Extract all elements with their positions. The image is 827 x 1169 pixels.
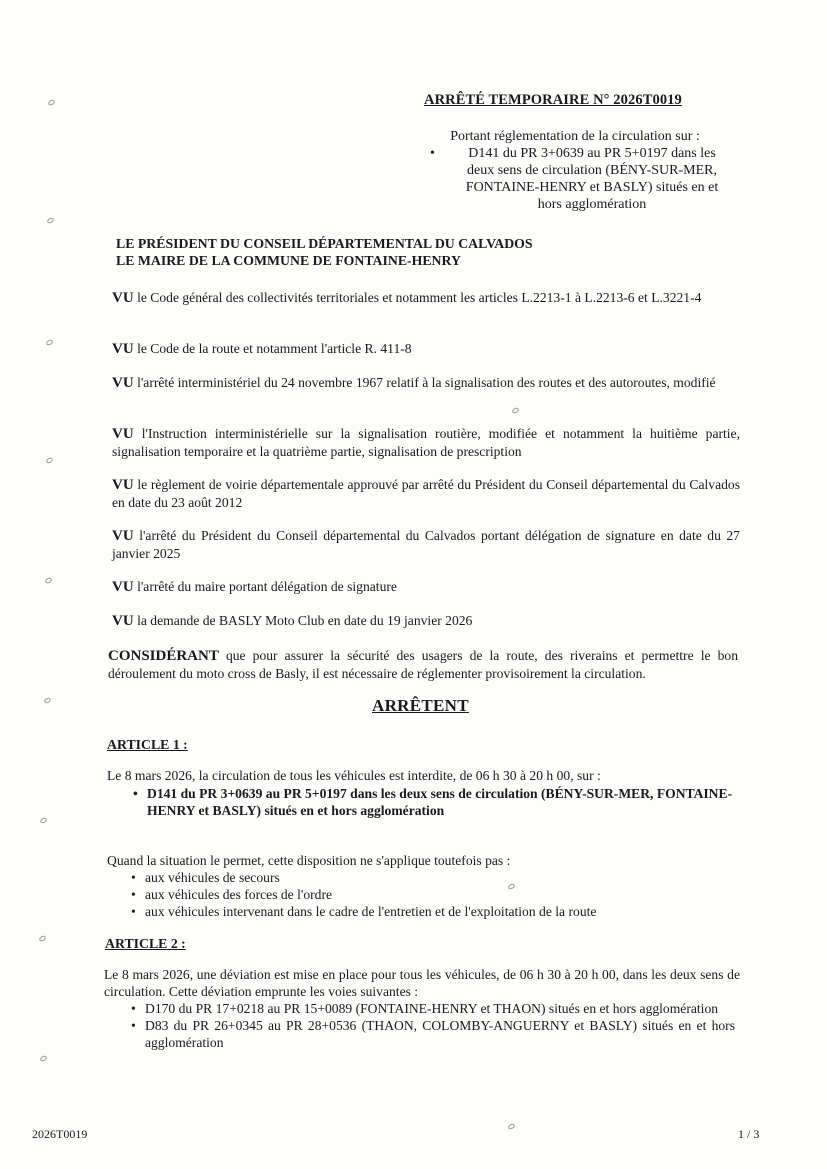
scan-speck [45,339,54,347]
article-1-exceptions [131,869,741,920]
vu-item [112,340,740,358]
vu-item [112,476,740,511]
scan-speck [38,935,47,943]
vu-item [112,425,740,460]
article-1-road-list [133,785,739,819]
deviation-route: • D170 du PR 17+0218 au PR 15+0089 (FONTAINE-HENRY et THAON) situés en et hors agglomération [131,1000,735,1017]
scan-speck [47,99,56,107]
vu-text: la demande de BASLY Moto Club en date du 19 janvier 2026 [137,613,473,628]
footer-reference: 2026T0019 [32,1127,88,1141]
article-1-exception-intro: Quand la situation le permet, cette disposition ne s'applique toutefois pas : [107,853,511,868]
scan-speck [511,407,520,415]
exception-item: • aux véhicules des forces de l'ordre [131,886,741,903]
scan-speck [39,1055,48,1063]
scan-speck [39,817,48,825]
article-2-routes [131,1000,735,1051]
vu-keyword: VU [112,528,134,544]
vu-item [112,527,740,562]
vu-keyword: VU [112,375,134,391]
subtitle-intro: Portant réglementation de la circulation sur : [450,129,700,144]
authority-mayor: LE MAIRE DE LA COMMUNE DE FONTAINE-HENRY [116,253,461,268]
exception-item: • aux véhicules de secours [131,869,741,886]
authorities-block [116,235,533,269]
considerant-text: que pour assurer la sécurité des usagers de la route, des riverains et permettre le bon déroulement du moto cross de Basly, il est nécessaire de réglementer provisoirement la circulation. [108,648,738,681]
exception-item: • aux véhicules intervenant dans le cadre de l'entretien et de l'exploitation de la route [131,903,741,920]
scan-speck [46,217,55,225]
vu-text: l'Instruction interministérielle sur la signalisation routière, modifiée et notamment la huitième partie, signalisation temporaire et la quatrième partie, signalisation de prescription [112,426,740,459]
subtitle-road-item [420,145,730,213]
arretent-heading: ARRÊTENT [372,696,469,715]
scan-speck [43,697,52,705]
article-1-intro: Le 8 mars 2026, la circulation de tous les véhicules est interdite, de 06 h 30 à 20 h 00, sur : [107,768,601,783]
vu-keyword: VU [112,426,134,442]
vu-item [112,289,740,307]
deviation-route: • D83 du PR 26+0345 au PR 28+0536 (THAON, COLOMBY-ANGUERNY et BASLY) situés en et hors agglomération [131,1017,735,1051]
vu-item [112,612,740,630]
vu-text: le Code de la route et notamment l'article R. 411-8 [137,341,412,356]
vu-keyword: VU [112,290,134,306]
decree-subtitle [420,128,730,213]
scan-speck [44,577,53,585]
article-2-intro: Le 8 mars 2026, une déviation est mise en place pour tous les véhicules, de 06 h 30 à 20 h 00, dans les deux sens de circulation. Cette déviation emprunte les voies suivantes : [104,967,740,999]
vu-keyword: VU [112,579,134,595]
article-1-title: ARTICLE 1 : [107,737,188,752]
article-2-title: ARTICLE 2 : [105,936,186,951]
vu-text: le règlement de voirie départementale approuvé par arrêté du Président du Conseil départemental du Calvados en date du 23 août 2012 [112,477,740,510]
vu-text: l'arrêté du Président du Conseil départemental du Calvados portant délégation de signature en date du 27 janvier 2025 [112,528,740,561]
scan-speck [45,457,54,465]
vu-keyword: VU [112,477,134,493]
vu-text: l'arrêté interministériel du 24 novembre 1967 relatif à la signalisation des routes et des autoroutes, modifié [137,375,716,390]
vu-keyword: VU [112,613,134,629]
scan-speck [507,1123,516,1131]
considerant-paragraph [108,647,738,682]
vu-text: le Code général des collectivités territoriales et notamment les articles L.2213-1 à L.2213-6 et L.3221-4 [137,290,702,305]
vu-item [112,578,740,596]
considerant-keyword: CONSIDÉRANT [108,648,219,664]
decree-title: ARRÊTÉ TEMPORAIRE N° 2026T0019 [424,92,682,108]
authority-president: LE PRÉSIDENT DU CONSEIL DÉPARTEMENTAL DU CALVADOS [116,236,533,251]
article-1-road: • D141 du PR 3+0639 au PR 5+0197 dans les deux sens de circulation (BÉNY-SUR-MER, FONTAINE-HENRY et BASLY) situés en et hors agglomération [133,785,739,819]
vu-keyword: VU [112,341,134,357]
subtitle-road-text: D141 du PR 3+0639 au PR 5+0197 dans les deux sens de circulation (BÉNY-SUR-MER, FONTAINE-HENRY et BASLY) situés en et hors agglomération [465,146,719,212]
vu-text: l'arrêté du maire portant délégation de signature [137,579,397,594]
page-number: 1 / 3 [738,1127,760,1141]
bullet-icon: • [430,146,435,161]
vu-item [112,374,740,392]
